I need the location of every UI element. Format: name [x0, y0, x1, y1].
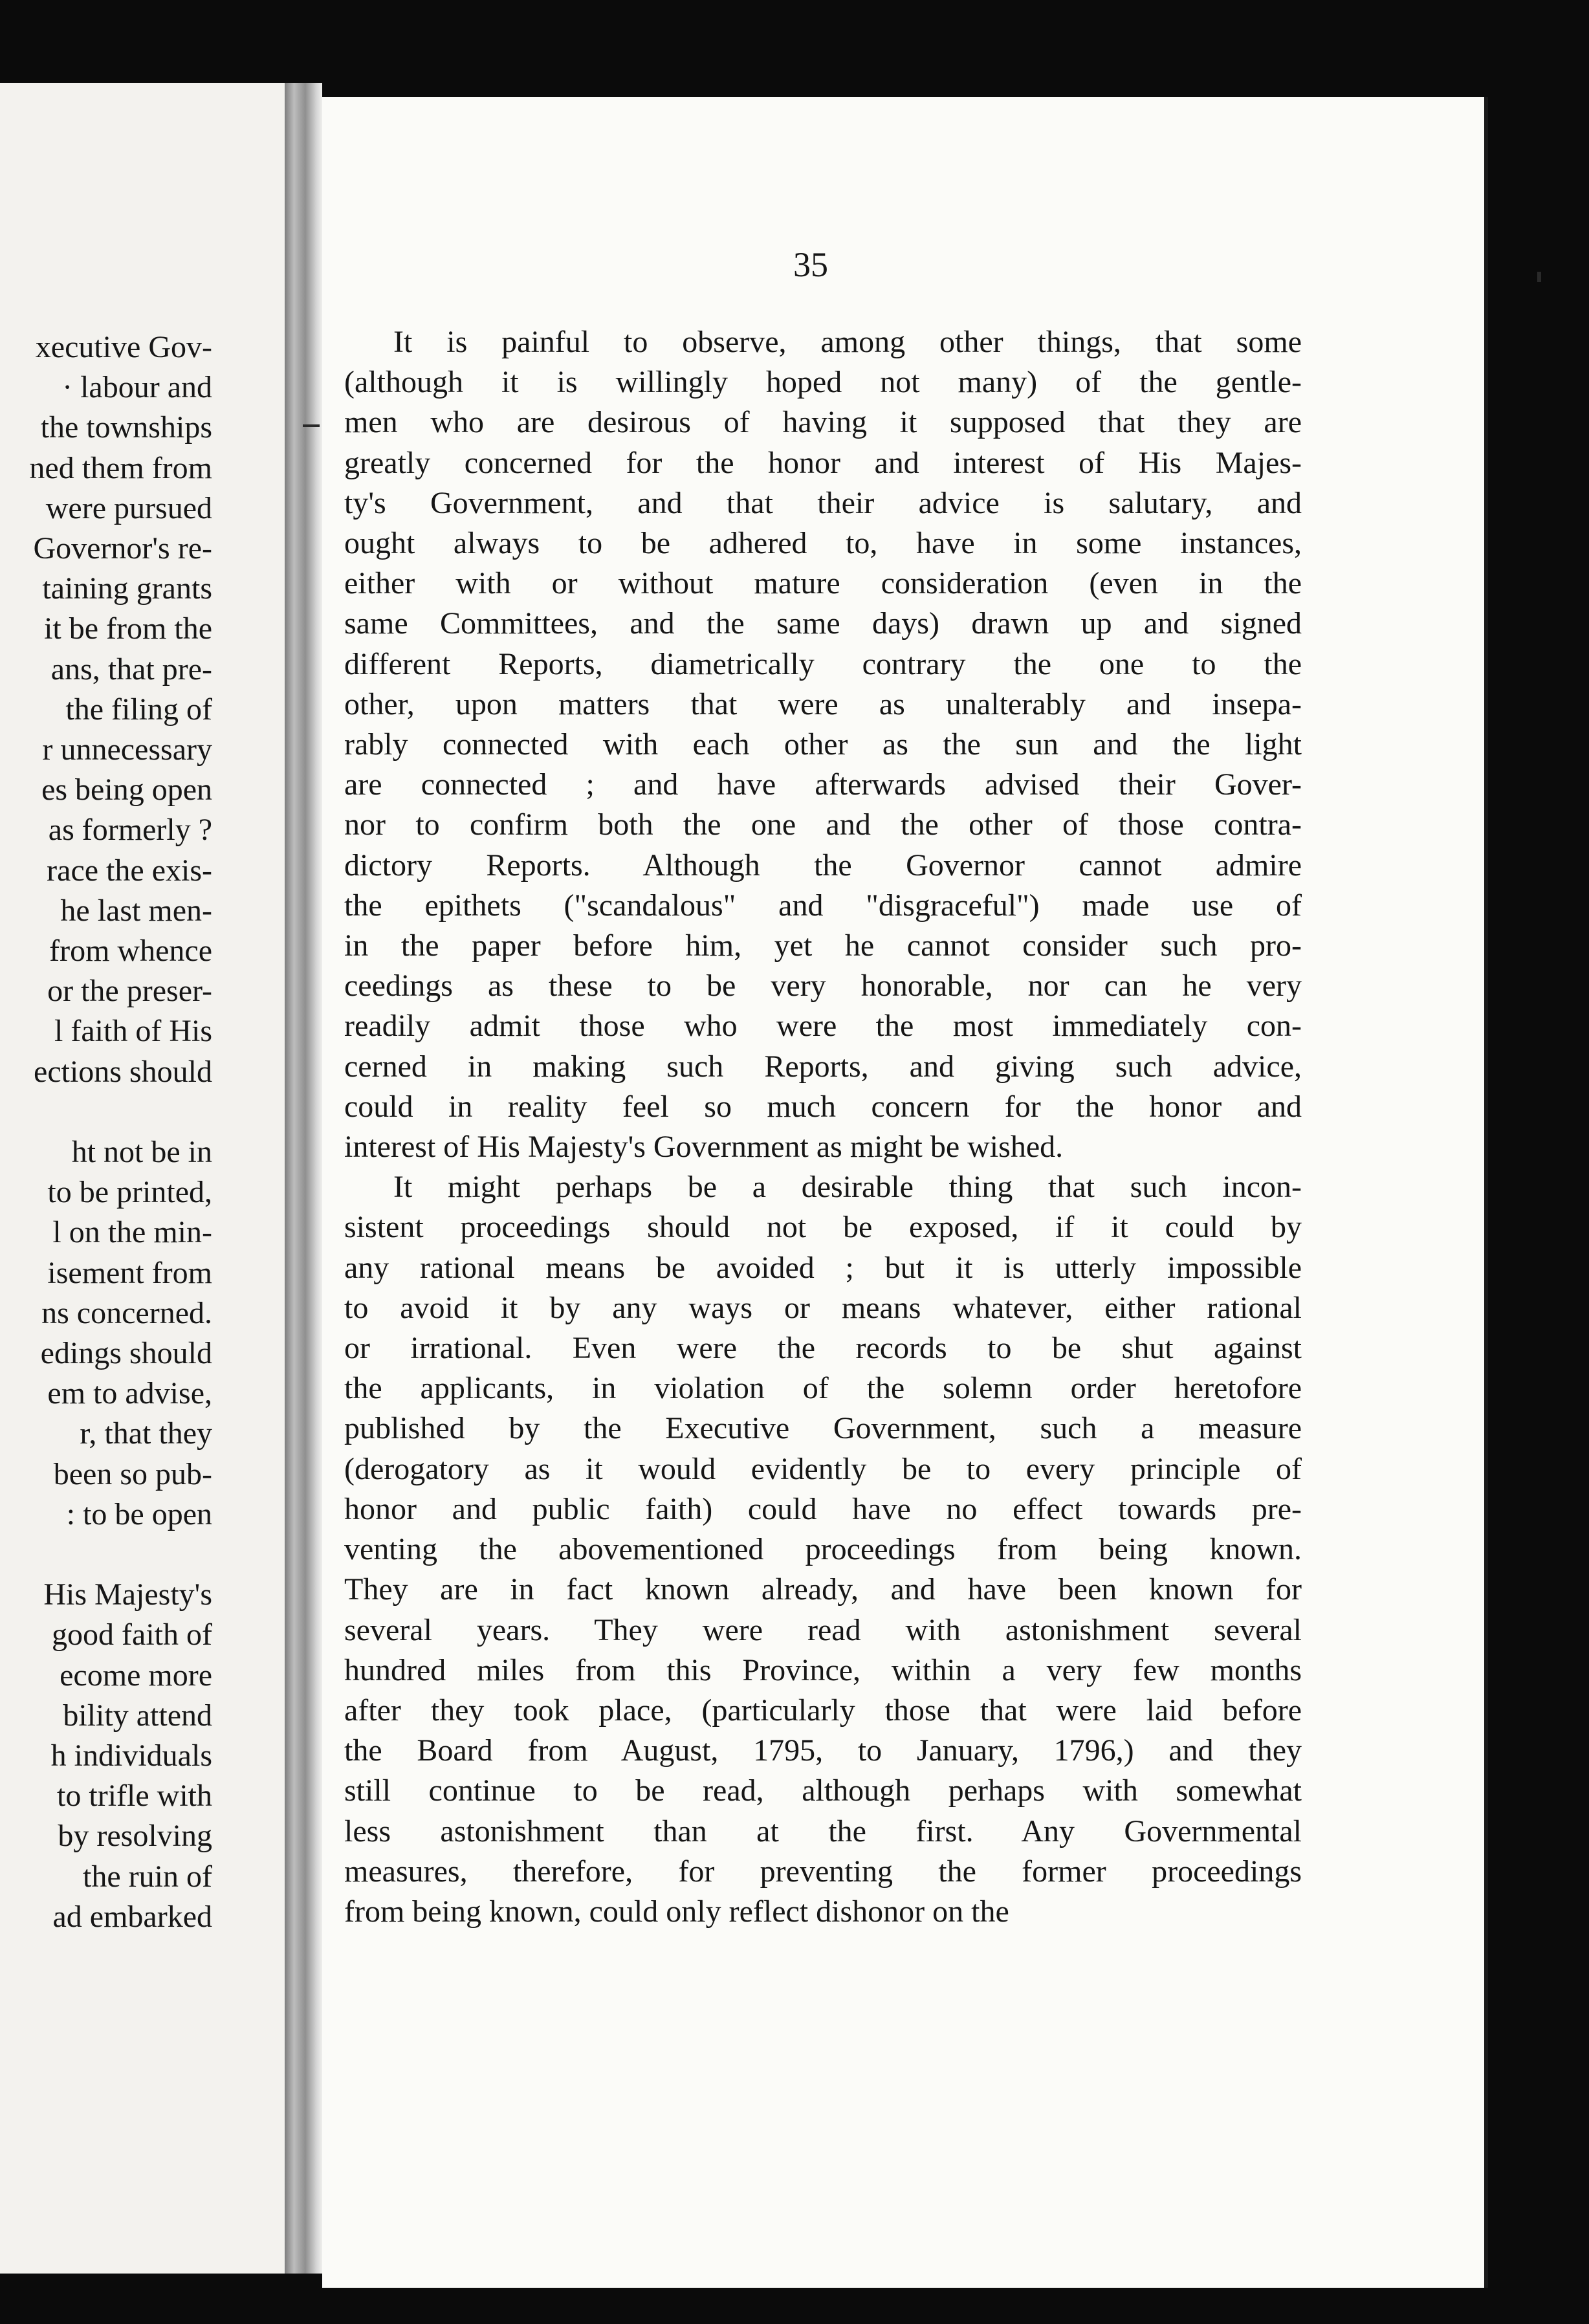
- text-line: hundred miles from this Province, within a very few months: [344, 1652, 1302, 1687]
- left-page-line: l faith of His: [54, 1014, 212, 1049]
- left-page-line: he last men-: [60, 893, 212, 928]
- text-line: sistent proceedings should not be exposed, if it could by: [344, 1210, 1302, 1245]
- text-line: (derogatory as it would evidently be to every principle of: [344, 1451, 1302, 1486]
- left-page-line: em to advise,: [47, 1376, 212, 1411]
- left-page-line: ecome more: [60, 1658, 212, 1693]
- left-page-line: race the exis-: [47, 853, 212, 888]
- text-line: ought always to be adhered to, have in some instances,: [344, 526, 1302, 561]
- left-page-line: the ruin of: [83, 1859, 212, 1894]
- left-page-line: ns concerned.: [41, 1295, 212, 1330]
- text-line: dictory Reports. Although the Governor cannot admire: [344, 848, 1302, 882]
- left-page-line: or the preser-: [47, 974, 212, 1009]
- text-line: are connected ; and have afterwards advised their Gover-: [344, 767, 1302, 802]
- text-line: They are in fact known already, and have been known for: [344, 1572, 1302, 1607]
- text-line: same Committees, and the same days) drawn up and signed: [344, 606, 1302, 641]
- page-number: 35: [793, 245, 828, 284]
- text-line: venting the abovementioned proceedings from being known.: [344, 1532, 1302, 1567]
- left-page-line: bility attend: [63, 1698, 212, 1733]
- text-line: different Reports, diametrically contrary the one to the: [344, 646, 1302, 681]
- text-line: rably connected with each other as the sun and the light: [344, 727, 1302, 762]
- text-line: after they took place, (particularly those that were laid before: [344, 1693, 1302, 1727]
- text-line: or irrational. Even were the records to be shut against: [344, 1331, 1302, 1366]
- text-line: in the paper before him, yet he cannot consider such pro-: [344, 928, 1302, 963]
- text-line: cerned in making such Reports, and giving such advice,: [344, 1049, 1302, 1084]
- text-line: readily admit those who were the most immediately con-: [344, 1009, 1302, 1044]
- left-page-line: ned them from: [29, 450, 212, 485]
- text-line: any rational means be avoided ; but it is utterly impossible: [344, 1250, 1302, 1285]
- text-line: other, upon matters that were as unalterably and insepa-: [344, 686, 1302, 721]
- text-line: greatly concerned for the honor and interest of His Majes-: [344, 445, 1302, 480]
- text-line: the Board from August, 1795, to January, 1796,) and they: [344, 1733, 1302, 1768]
- left-page-line: edings should: [40, 1336, 212, 1370]
- left-page-line: the townships: [40, 410, 212, 445]
- left-page-line: by resolving: [58, 1819, 212, 1854]
- left-page-line: as formerly ?: [48, 813, 212, 848]
- left-page-line: ans, that pre-: [50, 652, 212, 686]
- left-page-line: been so pub-: [53, 1456, 212, 1491]
- text-line: ceedings as these to be very honorable, nor can he very: [344, 969, 1302, 1003]
- text-line: from being known, could only reflect dishonor on the: [344, 1894, 1009, 1929]
- text-line: interest of His Majesty's Government as might be wished.: [344, 1130, 1064, 1165]
- text-line: It might perhaps be a desirable thing that such incon-: [393, 1170, 1302, 1205]
- left-page-line: xecutive Gov-: [35, 330, 212, 364]
- left-page-line: es being open: [41, 773, 212, 807]
- left-page-line: were pursued: [45, 490, 212, 525]
- left-page-line: h individuals: [50, 1738, 212, 1773]
- left-page-line: ad embarked: [52, 1899, 212, 1934]
- left-page-line: · labour and: [62, 370, 212, 405]
- left-page-line: Governor's re-: [33, 531, 212, 565]
- text-line: ty's Government, and that their advice is salutary, and: [344, 485, 1302, 520]
- left-page-line: good faith of: [52, 1617, 212, 1652]
- text-line: still continue to be read, although perhaps with somewhat: [344, 1773, 1302, 1808]
- text-line: measures, therefore, for preventing the former proceedings: [344, 1854, 1302, 1889]
- book-gutter: [285, 83, 322, 2274]
- text-line: to avoid it by any ways or means whatever, either rational: [344, 1290, 1302, 1325]
- text-line: published by the Executive Government, such a measure: [344, 1411, 1302, 1446]
- left-page-line: ections should: [34, 1054, 212, 1089]
- left-page-line: the filing of: [65, 692, 212, 727]
- left-facing-page: [0, 83, 286, 2274]
- text-line: It is painful to observe, among other things, that some: [393, 325, 1302, 359]
- left-page-line: to be printed,: [47, 1175, 212, 1210]
- margin-mark: [303, 424, 320, 427]
- text-line: less astonishment than at the first. Any Governmental: [344, 1814, 1302, 1848]
- text-line: men who are desirous of having it supposed that they are: [344, 405, 1302, 440]
- margin-mark: [1537, 272, 1541, 282]
- left-page-line: it be from the: [44, 611, 212, 646]
- text-line: could in reality feel so much concern for the honor and: [344, 1089, 1302, 1124]
- left-page-line: l on the min-: [52, 1215, 212, 1250]
- left-page-line: r unnecessary: [42, 732, 212, 767]
- left-page-line: : to be open: [66, 1496, 212, 1531]
- left-page-line: taining grants: [42, 571, 212, 606]
- text-line: the epithets ("scandalous" and "disgraceful") made use of: [344, 888, 1302, 923]
- left-page-line: isement from: [47, 1255, 212, 1290]
- left-page-line: to trifle with: [57, 1779, 212, 1814]
- text-line: (although it is willingly hoped not many) of the gentle-: [344, 365, 1302, 400]
- text-line: several years. They were read with astonishment several: [344, 1612, 1302, 1647]
- text-line: either with or without mature consideration (even in the: [344, 566, 1302, 601]
- text-line: the applicants, in violation of the solemn order heretofore: [344, 1371, 1302, 1406]
- left-page-line: His Majesty's: [43, 1577, 212, 1612]
- left-page-line: from whence: [49, 934, 212, 968]
- left-page-line: ht not be in: [71, 1135, 212, 1169]
- main-body-text: [344, 322, 1302, 1932]
- text-line: nor to confirm both the one and the other of those contra-: [344, 807, 1302, 842]
- left-page-line: r, that they: [80, 1416, 212, 1451]
- text-line: honor and public faith) could have no effect towards pre-: [344, 1491, 1302, 1526]
